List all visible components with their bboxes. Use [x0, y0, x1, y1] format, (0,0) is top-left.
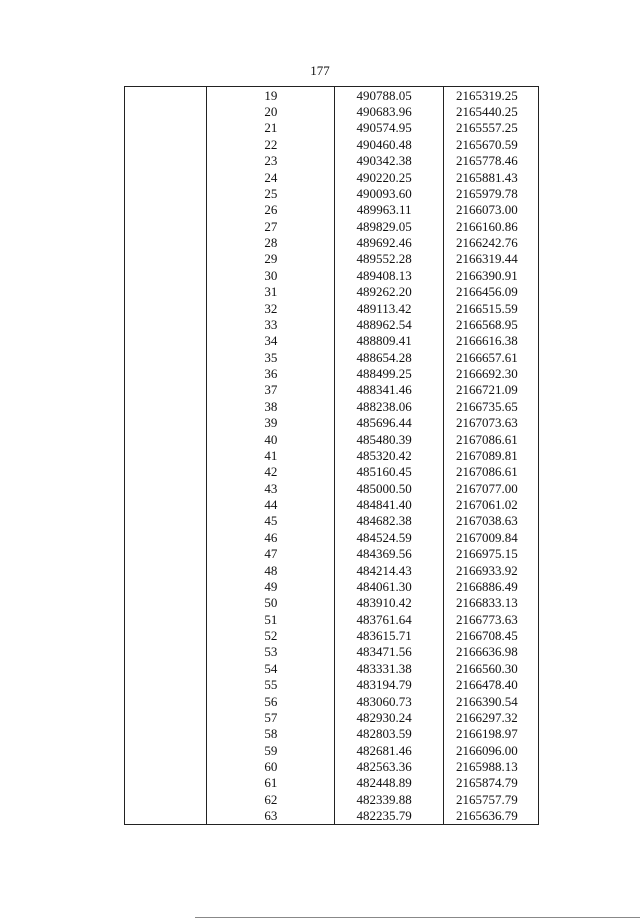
x-coordinate-cell: 488809.41: [335, 333, 443, 349]
point-number-cell: 58: [207, 726, 335, 742]
x-coordinate-cell: 490788.05: [335, 87, 443, 104]
blank-cell: [125, 218, 207, 234]
blank-cell: [125, 480, 207, 496]
blank-cell: [125, 791, 207, 807]
y-coordinate-cell: 2166773.63: [443, 611, 538, 627]
blank-cell: [125, 660, 207, 676]
point-number-cell: 39: [207, 415, 335, 431]
point-number-cell: 36: [207, 365, 335, 381]
y-coordinate-cell: 2166515.59: [443, 300, 538, 316]
x-coordinate-cell: 489262.20: [335, 284, 443, 300]
x-coordinate-cell: 484061.30: [335, 578, 443, 594]
y-coordinate-cell: 2166636.98: [443, 644, 538, 660]
point-number-cell: 48: [207, 562, 335, 578]
x-coordinate-cell: 490220.25: [335, 169, 443, 185]
table-row: [125, 333, 539, 349]
y-coordinate-cell: 2167009.84: [443, 529, 538, 545]
point-number-cell: 55: [207, 677, 335, 693]
point-number-cell: 21: [207, 120, 335, 136]
y-coordinate-cell: 2165988.13: [443, 758, 538, 774]
point-number-cell: 34: [207, 333, 335, 349]
table-row: [125, 595, 539, 611]
blank-cell: [125, 267, 207, 283]
table-row: [125, 464, 539, 480]
point-number-cell: 30: [207, 267, 335, 283]
x-coordinate-cell: 482235.79: [335, 808, 443, 825]
table-row: [125, 627, 539, 643]
table-row: [125, 267, 539, 283]
x-coordinate-cell: 485320.42: [335, 447, 443, 463]
y-coordinate-cell: 2166833.13: [443, 595, 538, 611]
point-number-cell: 61: [207, 775, 335, 791]
x-coordinate-cell: 490342.38: [335, 153, 443, 169]
y-coordinate-cell: 2165757.79: [443, 791, 538, 807]
y-coordinate-cell: 2166975.15: [443, 546, 538, 562]
x-coordinate-cell: 488962.54: [335, 316, 443, 332]
blank-cell: [125, 611, 207, 627]
blank-cell: [125, 333, 207, 349]
y-coordinate-cell: 2165319.25: [443, 87, 538, 104]
y-coordinate-cell: 2165440.25: [443, 103, 538, 119]
point-number-cell: 49: [207, 578, 335, 594]
y-coordinate-cell: 2166692.30: [443, 365, 538, 381]
y-coordinate-cell: 2166886.49: [443, 578, 538, 594]
y-coordinate-cell: 2165557.25: [443, 120, 538, 136]
blank-cell: [125, 447, 207, 463]
x-coordinate-cell: 482803.59: [335, 726, 443, 742]
y-coordinate-cell: 2166390.54: [443, 693, 538, 709]
blank-cell: [125, 562, 207, 578]
blank-cell: [125, 398, 207, 414]
table-row: [125, 349, 539, 365]
table-row: [125, 103, 539, 119]
blank-cell: [125, 300, 207, 316]
coordinate-table-body: [125, 87, 539, 825]
y-coordinate-cell: 2165874.79: [443, 775, 538, 791]
x-coordinate-cell: 489113.42: [335, 300, 443, 316]
x-coordinate-cell: 483761.64: [335, 611, 443, 627]
table-row: [125, 431, 539, 447]
x-coordinate-cell: 484214.43: [335, 562, 443, 578]
table-row: [125, 791, 539, 807]
y-coordinate-cell: 2166242.76: [443, 234, 538, 250]
point-number-cell: 20: [207, 103, 335, 119]
x-coordinate-cell: 483060.73: [335, 693, 443, 709]
table-row: [125, 480, 539, 496]
y-coordinate-cell: 2167061.02: [443, 496, 538, 512]
table-row: [125, 202, 539, 218]
point-number-cell: 35: [207, 349, 335, 365]
point-number-cell: 38: [207, 398, 335, 414]
table-row: [125, 87, 539, 104]
point-number-cell: 27: [207, 218, 335, 234]
y-coordinate-cell: 2166096.00: [443, 742, 538, 758]
x-coordinate-cell: 482339.88: [335, 791, 443, 807]
table-row: [125, 758, 539, 774]
point-number-cell: 32: [207, 300, 335, 316]
blank-cell: [125, 251, 207, 267]
table-row: [125, 185, 539, 201]
blank-cell: [125, 136, 207, 152]
table-row: [125, 382, 539, 398]
point-number-cell: 22: [207, 136, 335, 152]
x-coordinate-cell: 482681.46: [335, 742, 443, 758]
x-coordinate-cell: 484524.59: [335, 529, 443, 545]
blank-cell: [125, 726, 207, 742]
blank-cell: [125, 644, 207, 660]
blank-cell: [125, 153, 207, 169]
blank-cell: [125, 627, 207, 643]
blank-cell: [125, 513, 207, 529]
point-number-cell: 45: [207, 513, 335, 529]
point-number-cell: 56: [207, 693, 335, 709]
table-row: [125, 709, 539, 725]
coordinate-table: [124, 86, 539, 825]
blank-cell: [125, 464, 207, 480]
point-number-cell: 53: [207, 644, 335, 660]
x-coordinate-cell: 490574.95: [335, 120, 443, 136]
point-number-cell: 43: [207, 480, 335, 496]
table-row: [125, 644, 539, 660]
table-row: [125, 742, 539, 758]
y-coordinate-cell: 2166568.95: [443, 316, 538, 332]
blank-cell: [125, 709, 207, 725]
y-coordinate-cell: 2167086.61: [443, 464, 538, 480]
point-number-cell: 41: [207, 447, 335, 463]
table-row: [125, 726, 539, 742]
blank-cell: [125, 677, 207, 693]
table-row: [125, 398, 539, 414]
x-coordinate-cell: 484682.38: [335, 513, 443, 529]
point-number-cell: 62: [207, 791, 335, 807]
point-number-cell: 19: [207, 87, 335, 104]
blank-cell: [125, 87, 207, 104]
y-coordinate-cell: 2166297.32: [443, 709, 538, 725]
y-coordinate-cell: 2166319.44: [443, 251, 538, 267]
table-row: [125, 284, 539, 300]
blank-cell: [125, 808, 207, 825]
x-coordinate-cell: 482930.24: [335, 709, 443, 725]
y-coordinate-cell: 2167073.63: [443, 415, 538, 431]
point-number-cell: 63: [207, 808, 335, 825]
table-row: [125, 234, 539, 250]
x-coordinate-cell: 485696.44: [335, 415, 443, 431]
point-number-cell: 50: [207, 595, 335, 611]
point-number-cell: 33: [207, 316, 335, 332]
point-number-cell: 44: [207, 496, 335, 512]
y-coordinate-cell: 2167086.61: [443, 431, 538, 447]
table-row: [125, 775, 539, 791]
y-coordinate-cell: 2167089.81: [443, 447, 538, 463]
x-coordinate-cell: 483331.38: [335, 660, 443, 676]
table-row: [125, 136, 539, 152]
point-number-cell: 24: [207, 169, 335, 185]
blank-cell: [125, 120, 207, 136]
y-coordinate-cell: 2165670.59: [443, 136, 538, 152]
table-row: [125, 218, 539, 234]
blank-cell: [125, 316, 207, 332]
blank-cell: [125, 382, 207, 398]
y-coordinate-cell: 2166933.92: [443, 562, 538, 578]
point-number-cell: 37: [207, 382, 335, 398]
table-row: [125, 660, 539, 676]
y-coordinate-cell: 2165881.43: [443, 169, 538, 185]
point-number-cell: 59: [207, 742, 335, 758]
blank-cell: [125, 775, 207, 791]
y-coordinate-cell: 2166708.45: [443, 627, 538, 643]
table-row: [125, 808, 539, 825]
point-number-cell: 47: [207, 546, 335, 562]
table-row: [125, 529, 539, 545]
y-coordinate-cell: 2167077.00: [443, 480, 538, 496]
table-row: [125, 120, 539, 136]
table-row: [125, 496, 539, 512]
point-number-cell: 51: [207, 611, 335, 627]
point-number-cell: 42: [207, 464, 335, 480]
table-row: [125, 546, 539, 562]
y-coordinate-cell: 2165979.78: [443, 185, 538, 201]
x-coordinate-cell: 485000.50: [335, 480, 443, 496]
blank-cell: [125, 431, 207, 447]
x-coordinate-cell: 488499.25: [335, 365, 443, 381]
y-coordinate-cell: 2166616.38: [443, 333, 538, 349]
x-coordinate-cell: 482563.36: [335, 758, 443, 774]
x-coordinate-cell: 489408.13: [335, 267, 443, 283]
table-row: [125, 677, 539, 693]
point-number-cell: 60: [207, 758, 335, 774]
table-row: [125, 169, 539, 185]
blank-cell: [125, 103, 207, 119]
x-coordinate-cell: 489963.11: [335, 202, 443, 218]
point-number-cell: 28: [207, 234, 335, 250]
blank-cell: [125, 365, 207, 381]
blank-cell: [125, 758, 207, 774]
y-coordinate-cell: 2166073.00: [443, 202, 538, 218]
point-number-cell: 29: [207, 251, 335, 267]
y-coordinate-cell: 2166478.40: [443, 677, 538, 693]
table-row: [125, 365, 539, 381]
x-coordinate-cell: 484369.56: [335, 546, 443, 562]
x-coordinate-cell: 483194.79: [335, 677, 443, 693]
point-number-cell: 40: [207, 431, 335, 447]
table-row: [125, 447, 539, 463]
y-coordinate-cell: 2166390.91: [443, 267, 538, 283]
x-coordinate-cell: 483471.56: [335, 644, 443, 660]
x-coordinate-cell: 489692.46: [335, 234, 443, 250]
table-row: [125, 316, 539, 332]
footer-rule: [195, 917, 640, 918]
point-number-cell: 23: [207, 153, 335, 169]
blank-cell: [125, 578, 207, 594]
x-coordinate-cell: 485480.39: [335, 431, 443, 447]
blank-cell: [125, 693, 207, 709]
y-coordinate-cell: 2167038.63: [443, 513, 538, 529]
x-coordinate-cell: 489829.05: [335, 218, 443, 234]
x-coordinate-cell: 489552.28: [335, 251, 443, 267]
point-number-cell: 31: [207, 284, 335, 300]
x-coordinate-cell: 483910.42: [335, 595, 443, 611]
y-coordinate-cell: 2166198.97: [443, 726, 538, 742]
y-coordinate-cell: 2166657.61: [443, 349, 538, 365]
x-coordinate-cell: 482448.89: [335, 775, 443, 791]
point-number-cell: 52: [207, 627, 335, 643]
x-coordinate-cell: 490093.60: [335, 185, 443, 201]
point-number-cell: 54: [207, 660, 335, 676]
x-coordinate-cell: 483615.71: [335, 627, 443, 643]
blank-cell: [125, 415, 207, 431]
x-coordinate-cell: 488341.46: [335, 382, 443, 398]
y-coordinate-cell: 2166721.09: [443, 382, 538, 398]
x-coordinate-cell: 485160.45: [335, 464, 443, 480]
x-coordinate-cell: 488654.28: [335, 349, 443, 365]
table-row: [125, 562, 539, 578]
table-row: [125, 153, 539, 169]
table-row: [125, 251, 539, 267]
blank-cell: [125, 202, 207, 218]
blank-cell: [125, 284, 207, 300]
blank-cell: [125, 185, 207, 201]
x-coordinate-cell: 488238.06: [335, 398, 443, 414]
x-coordinate-cell: 490460.48: [335, 136, 443, 152]
y-coordinate-cell: 2166560.30: [443, 660, 538, 676]
blank-cell: [125, 742, 207, 758]
point-number-cell: 57: [207, 709, 335, 725]
blank-cell: [125, 349, 207, 365]
blank-cell: [125, 496, 207, 512]
table-row: [125, 611, 539, 627]
point-number-cell: 26: [207, 202, 335, 218]
table-row: [125, 578, 539, 594]
page-number: 177: [310, 63, 330, 78]
x-coordinate-cell: 484841.40: [335, 496, 443, 512]
table-row: [125, 693, 539, 709]
y-coordinate-cell: 2165778.46: [443, 153, 538, 169]
y-coordinate-cell: 2166735.65: [443, 398, 538, 414]
y-coordinate-cell: 2165636.79: [443, 808, 538, 825]
point-number-cell: 25: [207, 185, 335, 201]
table-row: [125, 300, 539, 316]
blank-cell: [125, 595, 207, 611]
point-number-cell: 46: [207, 529, 335, 545]
x-coordinate-cell: 490683.96: [335, 103, 443, 119]
y-coordinate-cell: 2166160.86: [443, 218, 538, 234]
blank-cell: [125, 234, 207, 250]
y-coordinate-cell: 2166456.09: [443, 284, 538, 300]
table-row: [125, 513, 539, 529]
blank-cell: [125, 169, 207, 185]
table-row: [125, 415, 539, 431]
blank-cell: [125, 529, 207, 545]
blank-cell: [125, 546, 207, 562]
